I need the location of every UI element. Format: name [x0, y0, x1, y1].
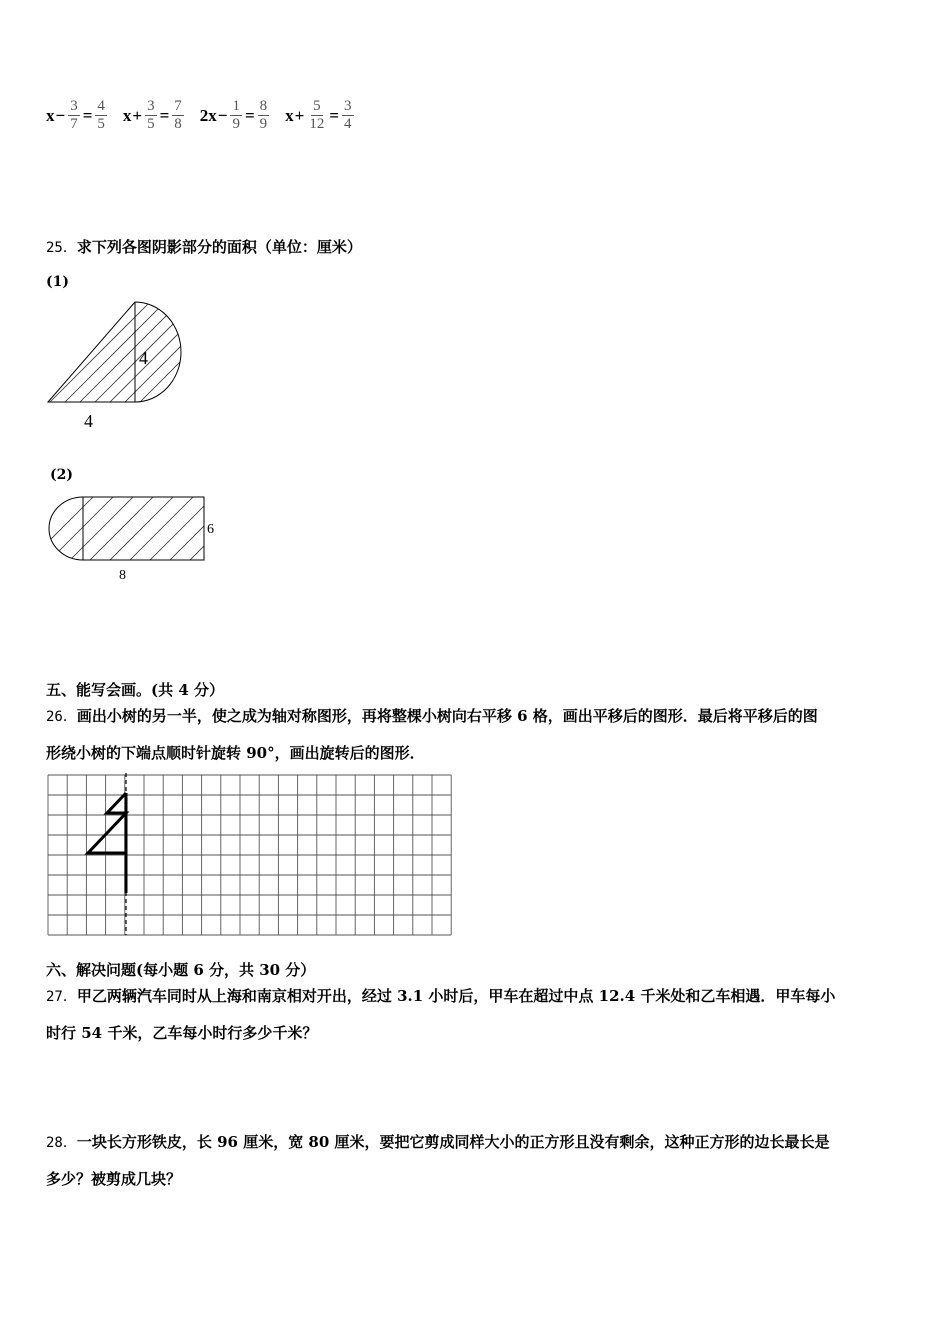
- figure-1-label: (1): [46, 274, 69, 290]
- question-28-line-1: 28．一块长方形铁皮，长 96 厘米，宽 80 厘米，要把它剪成同样大小的正方形且没有剩余，这种正方形的边长最长是: [46, 1133, 830, 1151]
- question-27-line-1: 27．甲乙两辆汽车同时从上海和南京相对开出，经过 3.1 小时后，甲车在超过中点 12.4 千米处和乙车相遇．甲车每小: [46, 987, 836, 1005]
- figure-1: [40, 292, 200, 432]
- question-26-line-1: 26．画出小树的另一半，使之成为轴对称图形，再将整棵小树向右平移 6 格，画出平移后的图形．最后将平移后的图: [46, 707, 818, 725]
- figure-2: [40, 490, 230, 590]
- fig2-height-label: 6: [207, 522, 214, 537]
- tree-grid: [46, 773, 454, 939]
- equation-1: x − $\frac{3}{7}$ = $\frac{4}{5}$: [46, 98, 105, 132]
- fraction: $\frac{3}{5}$: [147, 98, 155, 132]
- question-27-line-2: 时行 54 千米，乙车每小时行多少千米？: [46, 1024, 318, 1042]
- question-28-line-2: 多少？被剪成几块？: [46, 1170, 182, 1188]
- fig1-base-label: 4: [84, 411, 93, 431]
- section-5-title: 五、能写会画。(共 4 分）: [46, 681, 224, 699]
- fraction: $\frac{3}{4}$: [344, 98, 352, 132]
- fraction: $\frac{7}{8}$: [174, 98, 182, 132]
- equation-2: x + $\frac{3}{5}$ = $\frac{7}{8}$: [122, 98, 182, 132]
- question-25: 25．求下列各图阴影部分的面积（单位：厘米）: [46, 238, 362, 256]
- fig2-length-label: 8: [119, 568, 126, 583]
- figure-2-label: (2): [50, 467, 73, 483]
- question-26-line-2: 形绕小树的下端点顺时针旋转 90°，画出旋转后的图形．: [46, 744, 425, 762]
- fraction: $\frac{8}{9}$: [259, 98, 268, 132]
- half-tree: [88, 793, 126, 893]
- equation-4: x + $\frac{5}{12}$ = $\frac{3}{4}$: [285, 98, 352, 132]
- equation-row: [46, 98, 370, 133]
- fig1-height-label: 4: [139, 348, 148, 368]
- equation-3: 2x − $\frac{1}{9}$ = $\frac{8}{9}$: [199, 98, 268, 132]
- fraction: $\frac{4}{5}$: [97, 98, 105, 132]
- fraction: $\frac{3}{7}$: [70, 98, 78, 132]
- section-6-title: 六、解决问题(每小题 6 分，共 30 分）: [46, 961, 316, 979]
- fraction: $\frac{1}{9}$: [232, 98, 240, 132]
- fraction: $\frac{5}{12}$: [309, 98, 325, 132]
